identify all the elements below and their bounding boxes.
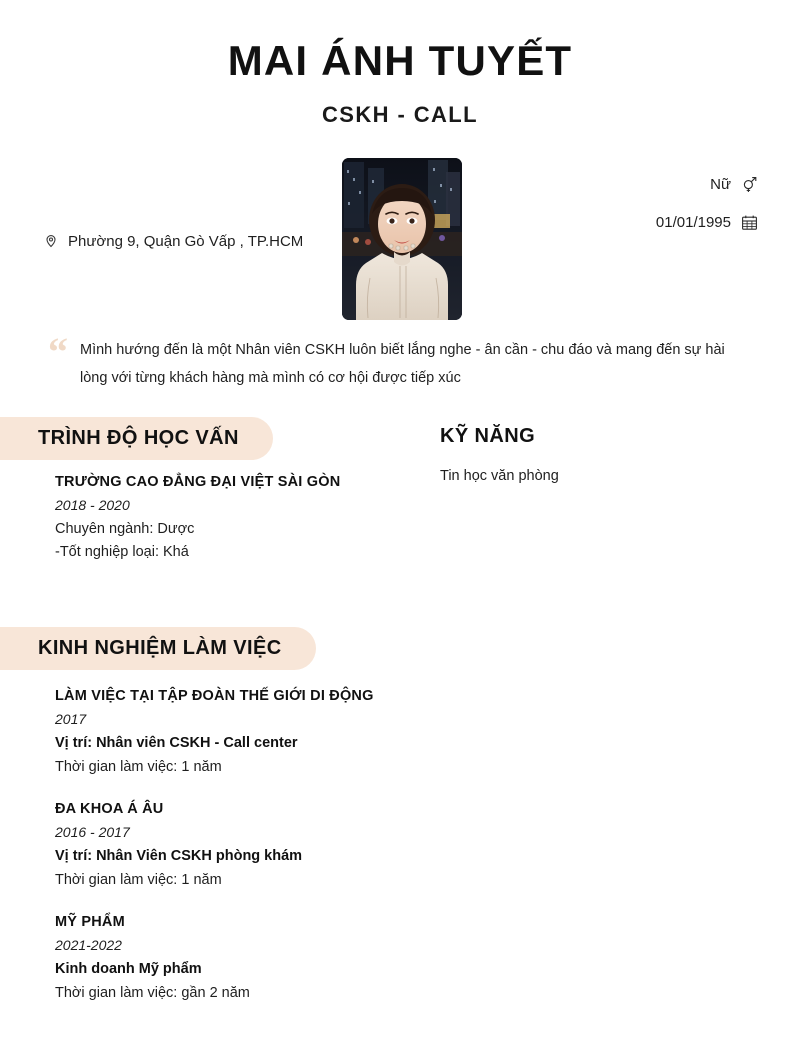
portrait-photo-icon (342, 158, 462, 320)
birthdate-value: 01/01/1995 (655, 214, 731, 232)
personal-info-block (656, 176, 758, 231)
experience-position: Kinh doanh Mỹ phẩm (55, 960, 202, 977)
education-school: TRƯỜNG CAO ĐẲNG ĐẠI VIỆT SÀI GÒN (55, 473, 341, 490)
page-title: MAI ÁNH TUYẾT (227, 37, 573, 84)
education-entries (0, 460, 420, 560)
experience-position: Vị trí: Nhân viên CSKH - Call center (55, 734, 298, 751)
education-date: 2018 - 2020 (55, 496, 130, 513)
experience-section (0, 627, 800, 1001)
gender-icon (741, 176, 758, 193)
experience-entry (55, 914, 800, 1001)
experience-heading: KINH NGHIỆM LÀM VIỆC (0, 627, 316, 670)
experience-date: 2021-2022 (55, 936, 122, 953)
gender-value: Nữ (710, 176, 731, 194)
skills-section (440, 425, 780, 484)
address-block (44, 231, 303, 254)
quote-text: Mình hướng đến là một Nhân viên CSKH luôn biết lắng nghe - ân cần - chu đáo và mang đến sự hài lòng với từng khách hàng mà mình có cơ hội được tiếp xúc (80, 342, 725, 387)
calendar-icon (741, 214, 758, 231)
experience-company: MỸ PHẨM (55, 913, 125, 930)
experience-date: 2017 (55, 710, 87, 727)
skills-heading: KỸ NĂNG (440, 424, 536, 447)
education-heading: TRÌNH ĐỘ HỌC VẤN (0, 417, 273, 460)
experience-date: 2016 - 2017 (55, 823, 130, 840)
location-pin-icon (44, 234, 58, 248)
experience-entry (55, 688, 800, 775)
education-grade: -Tốt nghiệp loại: Khá (55, 543, 189, 560)
experience-duration: Thời gian làm việc: gần 2 năm (55, 984, 250, 1001)
gender-row (656, 176, 758, 193)
cv-header (0, 0, 800, 128)
quote-mark-icon: “ (48, 329, 68, 375)
education-major: Chuyên ngành: Dược (55, 520, 195, 537)
education-section (0, 417, 420, 560)
experience-entries (0, 670, 800, 1001)
experience-duration: Thời gian làm việc: 1 năm (55, 758, 222, 775)
education-entry (55, 474, 420, 560)
address-text: Phường 9, Quận Gò Vấp , TP.HCM (68, 233, 304, 251)
experience-company: ĐA KHOA Á ÂU (55, 800, 164, 817)
identity-band (0, 158, 800, 330)
experience-company: LÀM VIỆC TẠI TẬP ĐOÀN THẾ GIỚI DI ĐỘNG (55, 687, 374, 704)
job-role-subtitle: CSKH - CALL (322, 102, 478, 128)
birthdate-row (656, 214, 758, 231)
skills-list (440, 448, 780, 484)
profile-quote (48, 329, 740, 393)
experience-position: Vị trí: Nhân Viên CSKH phòng khám (55, 847, 303, 864)
avatar (342, 158, 462, 320)
experience-entry (55, 801, 800, 888)
experience-duration: Thời gian làm việc: 1 năm (55, 871, 222, 888)
education-skills-row (0, 417, 800, 567)
list-item: Tin học văn phòng (440, 467, 559, 484)
